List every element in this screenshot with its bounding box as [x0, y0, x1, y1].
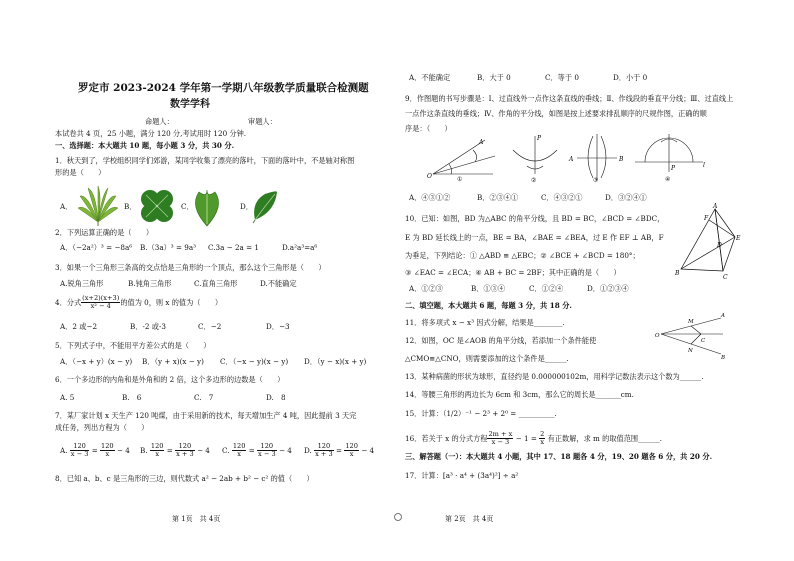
q10-option-b: B．①③④	[471, 284, 506, 293]
q10-point-e: E	[736, 235, 741, 242]
q2-option-c: C.3a − 2a = 1	[208, 243, 259, 252]
q8-options	[409, 73, 647, 82]
q2-options	[60, 243, 390, 252]
q8-option-c: C．等于 0	[545, 73, 579, 82]
q9-fig4-line-l: l	[703, 162, 705, 169]
q7-stem-b: 成任务，列出方程为（ ）	[55, 423, 149, 432]
q10-line-1: 10．已知：如图，BD 为△ABC 的角平分线，且 BD = BC，∠BCD = ∠BDC，	[405, 214, 665, 223]
q12-line-2: △CMO≌△CNO，则需要添加的这个条件是______.	[405, 354, 569, 363]
q7-options	[60, 443, 374, 459]
q12-point-b: B	[721, 355, 726, 361]
q10-line-2: E 为 BD 延长线上的一点，BE = BA，∠BAE = ∠BEA，过 E 作 EF ⊥ AB，F	[405, 233, 664, 242]
right-page	[397, 0, 794, 561]
q4-fraction	[81, 295, 120, 311]
q7-option-c: C. $\frac{120}{x}$ = $\frac{120}{x - 3}$ − 4	[222, 442, 292, 459]
exam-title: 罗定市 2023-2024 学年第一学期八年级教学质量联合检测题	[78, 82, 369, 94]
q16-fraction-2: $\frac{2}{x}$	[540, 430, 545, 447]
q2-stem: 2．下列运算正确的是（ ）	[55, 228, 154, 237]
q6-option-a: A. 5	[60, 393, 75, 402]
q4-options	[60, 322, 290, 331]
q10-line-4: ③ ∠EAC = ∠ECA；④ AB + BC = 2BF；其中正确的是（ ）	[405, 268, 621, 277]
q3-stem: 3．如果一个三角形三条高的交点恰是三角形的一个顶点，那么这个三角形是（ ）	[55, 263, 326, 272]
q4-option-c: C．−2	[198, 322, 222, 331]
q9-fig2-point-p: P	[537, 135, 542, 142]
q1-stem-a: 1．秋天到了，学校组织同学们郊游，某同学收集了漂亮的落叶，下面的落叶中，不是轴对称图	[55, 156, 355, 165]
q9-option-d: D．③②④①	[605, 193, 647, 202]
q8-option-b: B．大于 0	[477, 73, 511, 82]
q9-option-b: B．②③④①	[477, 193, 519, 202]
q4-stem	[55, 295, 222, 311]
q1-option-b-label: B．	[124, 202, 137, 211]
q2-option-a: A．（−2a²）³ = −8a⁶	[60, 243, 133, 252]
q10-figure	[675, 203, 745, 281]
q2-option-d: D.a²a³=a⁶	[282, 243, 318, 252]
q4-option-d: D．−3	[266, 322, 290, 331]
q10-line-3: 为垂足，下列结论：① △ABD ≌ △EBC；② ∠BCE + ∠BCD = 180°；	[405, 251, 640, 260]
q4-denominator: x² − 4	[90, 302, 111, 311]
q12-line-1: 12．如图，OC 是∠AOB 的角平分线，若添加一个条件能使	[405, 336, 597, 345]
q10-options	[409, 284, 629, 293]
q11-text: 11．将多项式 x − x³ 因式分解，结果是________.	[405, 318, 565, 327]
q4-numerator: (x+2)(x+3)	[82, 294, 120, 302]
q1-option-c-label: C．	[181, 202, 194, 211]
q5-options	[60, 357, 366, 366]
q3-option-d: D.不能确定	[260, 279, 297, 288]
q7-stem-a: 7．某厂家计划 x 天生产 120 吨煤，由于采用新的技术，每天增加生产 4 吨，因此提前 3 天完	[55, 411, 357, 420]
q9-fig3-label: ③	[593, 177, 599, 184]
q10-option-d: D．①②③④	[587, 284, 629, 293]
q5-option-b: B．（y + x)(x − y)	[142, 357, 204, 366]
q5-option-c: C．（−x − y)(x − y)	[220, 357, 289, 366]
q4-pre: 4．分式	[55, 297, 82, 307]
q9-fig1-label: ①	[457, 176, 463, 183]
q12-point-m: M	[688, 319, 694, 325]
q9-fig3-point-a: A	[569, 156, 574, 163]
q9-figure-4	[631, 132, 707, 182]
q3-option-b: B.钝角三角形	[128, 279, 172, 288]
q12-point-o: O	[655, 333, 660, 339]
q3-option-c: C.直角三角形	[194, 279, 238, 288]
q9-fig2-label: ②	[531, 177, 537, 184]
q9-fig1-point-o: O	[427, 173, 432, 180]
exam-info: 本试卷共 4 页，25 小题，满分 120 分,考试用时 120 分钟.	[55, 129, 247, 138]
footer-right: 第 2页 共 4页	[445, 515, 494, 523]
q12-point-c: C	[701, 338, 706, 344]
q16-pre: 16．若关于 x 的分式方程	[405, 433, 488, 443]
q10-option-c: C．①②④	[529, 284, 564, 293]
reviewer-label: 审题人：	[248, 117, 277, 126]
setter-label: 命题人：	[145, 117, 174, 126]
q17-text: 17．计算：[a³ · a⁴ + (3a⁴)²] ÷ a²	[405, 471, 519, 480]
q12-point-n: N	[688, 348, 693, 354]
q3-option-a: A.锐角三角形	[60, 279, 104, 288]
footer-left: 第 1页 共 4页	[172, 515, 221, 523]
q16-fraction-1: $\frac{2m + x}{x - 3}$	[488, 430, 513, 447]
q10-point-c: C	[723, 274, 728, 281]
q16-post: 有正数解，求 m 的取值范围______.	[547, 433, 662, 443]
q9-line-3: 序是：（ ）	[405, 124, 452, 133]
q8-stem: 8．已知 a、b、c 是三角形的三边，则代数式 a² − 2ab + b² − c² 的值（ ）	[55, 474, 314, 483]
q8-option-a: A．不能确定	[409, 73, 451, 82]
q5-option-d: D．（y − x)(x + y)	[304, 357, 367, 366]
q9-fig1-point-a: A	[479, 139, 484, 146]
q6-option-c: C. 7	[194, 393, 214, 402]
q9-figure-1	[427, 134, 497, 182]
q7-option-d: D. $\frac{120}{x + 3}$ = $\frac{120}{x}$ − 4	[304, 442, 375, 459]
q5-stem: 5．下列式子中，不能用平方差公式的是（ ）	[55, 341, 211, 350]
q4-option-a: A．2 或−2	[60, 322, 98, 331]
leaf-c-image	[193, 188, 221, 228]
q1-stem-b: 形的是（ ）	[55, 168, 106, 177]
q1-option-d-label: D．	[240, 202, 253, 211]
q9-options	[409, 193, 647, 202]
leaf-a-image	[76, 186, 120, 226]
section-3-heading: 三、解答题（一）：本大题共 4 小题，其中 17、18 题各 4 分，19、20 题各 6 分，共 20 分.	[405, 452, 713, 461]
q9-line-2: 一点作这条直线的垂线；Ⅳ、作角的平分线，如图是按上述要求排乱顺序的尺规作图，正确的顺	[405, 109, 707, 118]
q7-option-a: A. $\frac{120}{x - 3}$ = $\frac{120}{x}$ − 4	[60, 442, 130, 459]
q1-option-a-label: A．	[60, 202, 73, 211]
q8-option-d: D．小于 0	[613, 73, 648, 82]
q9-option-c: C．④③②①	[541, 193, 583, 202]
q10-point-f: F	[704, 215, 709, 222]
q4-option-b: B．-2 或-3	[130, 322, 166, 331]
q6-stem: 6．一个多边形的内角和是外角和的 2 倍，这个多边形的边数是（ ）	[55, 375, 285, 384]
q9-fig4-point-p: P	[671, 165, 676, 172]
q15-text: 15．计算：（1/2）⁻¹ − 2³ + 2⁰ = __________.	[405, 409, 557, 418]
leaf-b-clover-image	[136, 186, 178, 228]
exam-subject: 数学学科	[170, 99, 210, 110]
q5-option-a: A．（−x + y）(x − y)	[60, 357, 133, 366]
q6-options	[60, 393, 286, 402]
q6-option-d: D. 8	[266, 393, 286, 402]
q9-option-a: A．④③①②	[409, 193, 451, 202]
q4-post: 的值为 0，则 x 的值为（ ）	[120, 297, 223, 307]
q13-text: 13．某种病菌的形状为球形，直径约是 0.000000102m，用科学记数法表示这个数为______.	[405, 372, 704, 381]
q2-option-b: B.（3a）³ = 9a³	[140, 243, 197, 252]
q10-point-d: D	[717, 242, 722, 249]
leaf-d-image	[251, 190, 279, 224]
section-1-heading: 一、选择题：本大题共 10 题，每小题 3 分，共 30 分.	[55, 141, 235, 150]
q9-fig4-label: ④	[665, 176, 671, 183]
q7-option-b: B. $\frac{120}{x}$ = $\frac{120}{x + 3}$ − 4	[140, 442, 210, 459]
q6-option-b: B. 6	[122, 393, 142, 402]
q10-option-a: A．①②③	[409, 284, 443, 293]
q3-options	[60, 279, 297, 288]
q10-point-a: A	[713, 203, 718, 210]
q14-text: 14．等腰三角形的两边长为 6cm 和 3cm，那么它的周长是_______cm.	[405, 390, 634, 399]
q9-figure-2	[507, 132, 563, 182]
section-2-heading: 二、填空题，本大题共 6 题，每题 3 分，共 18 分.	[405, 301, 572, 310]
q16-text	[405, 431, 662, 447]
q10-point-b: B	[675, 270, 680, 277]
q9-fig3-point-b: B	[619, 156, 624, 163]
q9-figure-3	[567, 132, 627, 182]
q12-point-a: A	[721, 313, 725, 319]
q16-mid: − 1 =	[515, 433, 537, 443]
q12-figure	[655, 312, 727, 360]
q9-line-1: 9．作图题的书写步骤是：Ⅰ、过直线外一点作这条直线的垂线；Ⅱ、作线段的垂直平分线；Ⅲ、过直线上	[405, 94, 734, 103]
